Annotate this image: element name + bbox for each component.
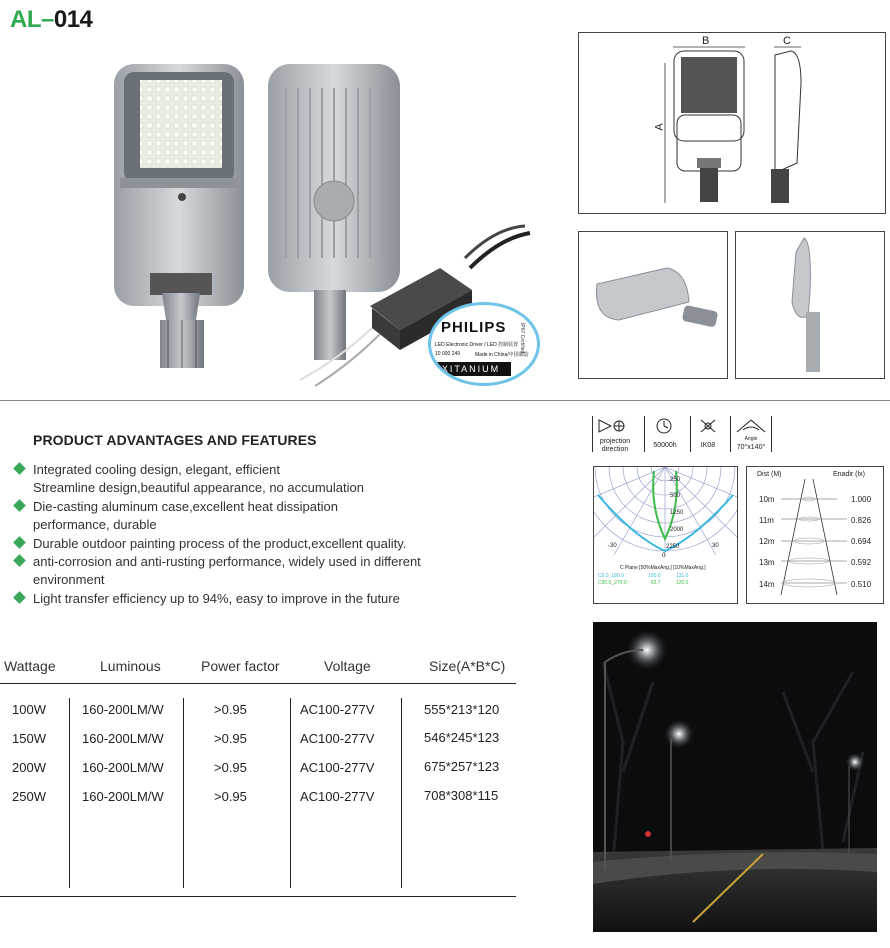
angle-zero-label: 0 xyxy=(662,553,666,559)
col-header-size: Size(A*B*C) xyxy=(429,658,506,674)
ring-label: 2250 xyxy=(666,544,680,550)
table-bottom-rule xyxy=(0,896,516,897)
col-header-power-factor: Power factor xyxy=(201,658,280,674)
feature-item: anti-corrosion and anti-rusting performance, widely used in different environment xyxy=(15,553,421,589)
col-divider xyxy=(69,698,70,888)
illuminance-value: 1.000 xyxy=(851,495,872,504)
dimension-a: A xyxy=(653,123,666,131)
dist-label: 12m xyxy=(759,537,775,546)
product-title: AL–014 xyxy=(10,6,93,33)
bullet-diamond-icon xyxy=(13,536,26,549)
clock-icon: 50000h xyxy=(644,416,685,452)
spec-icons-row xyxy=(592,416,772,456)
feature-item: Durable outdoor painting process of the product,excellent quality. xyxy=(15,535,406,553)
angle-icon: Angle 70°x140° xyxy=(730,416,772,452)
dimension-drawing-panel xyxy=(578,32,886,214)
col-divider xyxy=(183,698,184,888)
bullet-diamond-icon xyxy=(13,591,26,604)
feature-item: Die-casting aluminum case,excellent heat dissipation performance, durable xyxy=(15,498,338,534)
polar-legend-c0: C0.0_180.0 : 100.0 131.0 xyxy=(598,573,689,579)
dimension-b: B xyxy=(702,35,710,47)
illuminance-value: 0.592 xyxy=(851,558,872,567)
polar-legend-c90: C90.0_270.0 : 62.7 120.0 xyxy=(598,580,689,586)
feature-item: Integrated cooling design, elegant, efficient Streamline design,beautiful appearance, no accumulation xyxy=(15,461,364,497)
ik08-icon: IK08 xyxy=(690,416,725,452)
illuminance-distance-panel xyxy=(746,466,884,604)
philips-driver-badge xyxy=(428,302,540,386)
feature-item: Light transfer efficiency up to 94%, easy to improve in the future xyxy=(15,590,400,608)
bullet-diamond-icon xyxy=(13,462,26,475)
illuminance-value: 0.510 xyxy=(851,580,872,589)
ring-label: 2000 xyxy=(670,527,684,533)
dist-header: Dist (M) xyxy=(757,471,782,478)
driver-line2b: Made in China/中国制造 xyxy=(475,352,529,358)
driver-side-text: IP67 Certified xyxy=(519,323,525,354)
lamp-angle-photo-panel xyxy=(578,231,728,379)
night-street-photo xyxy=(593,622,877,932)
ring-label: 500 xyxy=(670,493,681,499)
col-divider xyxy=(401,698,402,888)
angle-right-label: 30 xyxy=(712,543,719,549)
dist-label: 13m xyxy=(759,558,775,567)
illuminance-value: 0.826 xyxy=(851,516,872,525)
dimension-c: C xyxy=(783,35,791,47)
bullet-diamond-icon xyxy=(13,554,26,567)
driver-line2a: 10 000 249 xyxy=(435,351,461,357)
table-header-rule xyxy=(0,683,516,684)
features-heading: PRODUCT ADVANTAGES AND FEATURES xyxy=(33,432,317,448)
col-header-voltage: Voltage xyxy=(324,658,371,674)
angle-left-label: -30 xyxy=(608,543,617,549)
ring-label: 1250 xyxy=(670,510,684,516)
driver-series: XITANIUM xyxy=(431,362,511,376)
polar-light-distribution xyxy=(593,466,738,604)
dist-label: 10m xyxy=(759,495,775,504)
projection-icon: projection direction xyxy=(592,416,637,452)
col-header-wattage: Wattage xyxy=(4,658,56,674)
dist-label: 14m xyxy=(759,580,775,589)
bullet-diamond-icon xyxy=(13,499,26,512)
spec-table: Wattage Luminous Power factor Voltage Size(A*B*C) 100W 160-200LM/W >0.95 AC100-277V 555*213*120 150W 160-200LM/W >0.95 AC100-277V 546*245*123 200W 160-200LM/W >0.95 AC100-277V 675*257*123 250W 160-200LM/W >0.95 AC100-277V 708*308*115 xyxy=(0,650,516,900)
lamp-front-photo xyxy=(114,64,244,368)
section-divider xyxy=(0,400,890,401)
enadir-header: Enadir (lx) xyxy=(833,471,865,478)
brand-label: PHILIPS xyxy=(441,319,507,336)
driver-line1: LED Electronic Driver / LED 控制装置 xyxy=(435,342,519,348)
col-divider xyxy=(290,698,291,888)
illuminance-value: 0.694 xyxy=(851,537,872,546)
polar-legend-head: C Plane [50%MaxAng.] [10%MaxAng.] xyxy=(620,565,706,571)
col-header-luminous: Luminous xyxy=(100,658,161,674)
ring-label: 250 xyxy=(670,477,681,483)
lamp-side-photo-panel xyxy=(735,231,885,379)
dist-label: 11m xyxy=(759,516,774,525)
